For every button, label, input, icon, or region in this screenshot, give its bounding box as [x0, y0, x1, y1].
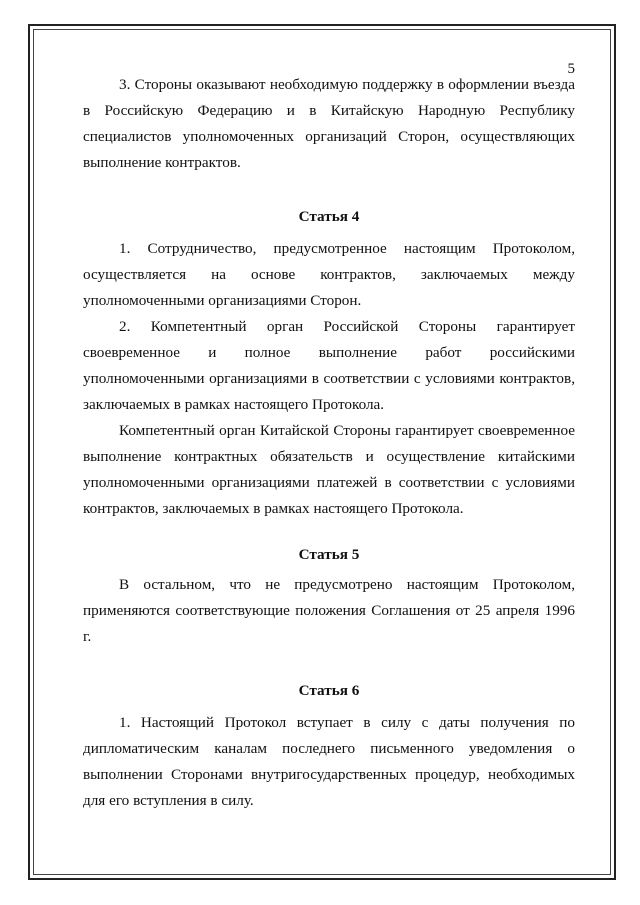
page-number: 5: [567, 61, 575, 77]
article-6-title: Статья 6: [298, 682, 360, 699]
document-body: [83, 56, 575, 814]
article-6-paragraph-1: 1. Настоящий Протокол вступает в силу с даты получения по дипломатическим каналам последнего письменного уведомления о выполнении Сторонами внутригосударственных процедур, необходимых для его вступления в силу.: [83, 714, 575, 809]
article-5-title: Статья 5: [298, 546, 360, 563]
paragraph-3-3: 3. Стороны оказывают необходимую поддержку в оформлении въезда в Российскую Федерацию и в Китайскую Народную Республику специалистов уполномоченных организаций Сторон, осуществляющих выполнение контрактов.: [83, 76, 575, 171]
article-4-paragraph-2: 2. Компетентный орган Российской Стороны гарантирует своевременное и полное выполнение работ российскими уполномоченными организациями в соответствии с условиями контрактов, заключаемых в рамках настоящего Протокола.: [83, 318, 575, 413]
article-4-paragraph-3: Компетентный орган Китайской Стороны гарантирует своевременное выполнение контрактных обязательств и осуществление китайскими уполномоченными организациями платежей в соответствии с условиями контрактов, заключаемых в рамках настоящего Протокола.: [83, 422, 575, 517]
article-4-title: Статья 4: [298, 208, 360, 225]
article-5-paragraph-1: В остальном, что не предусмотрено настоящим Протоколом, применяются соответствующие положения Соглашения от 25 апреля 1996 г.: [83, 576, 575, 645]
article-4-paragraph-1: 1. Сотрудничество, предусмотренное настоящим Протоколом, осуществляется на основе контрактов, заключаемых между уполномоченными организациями Сторон.: [83, 240, 575, 309]
